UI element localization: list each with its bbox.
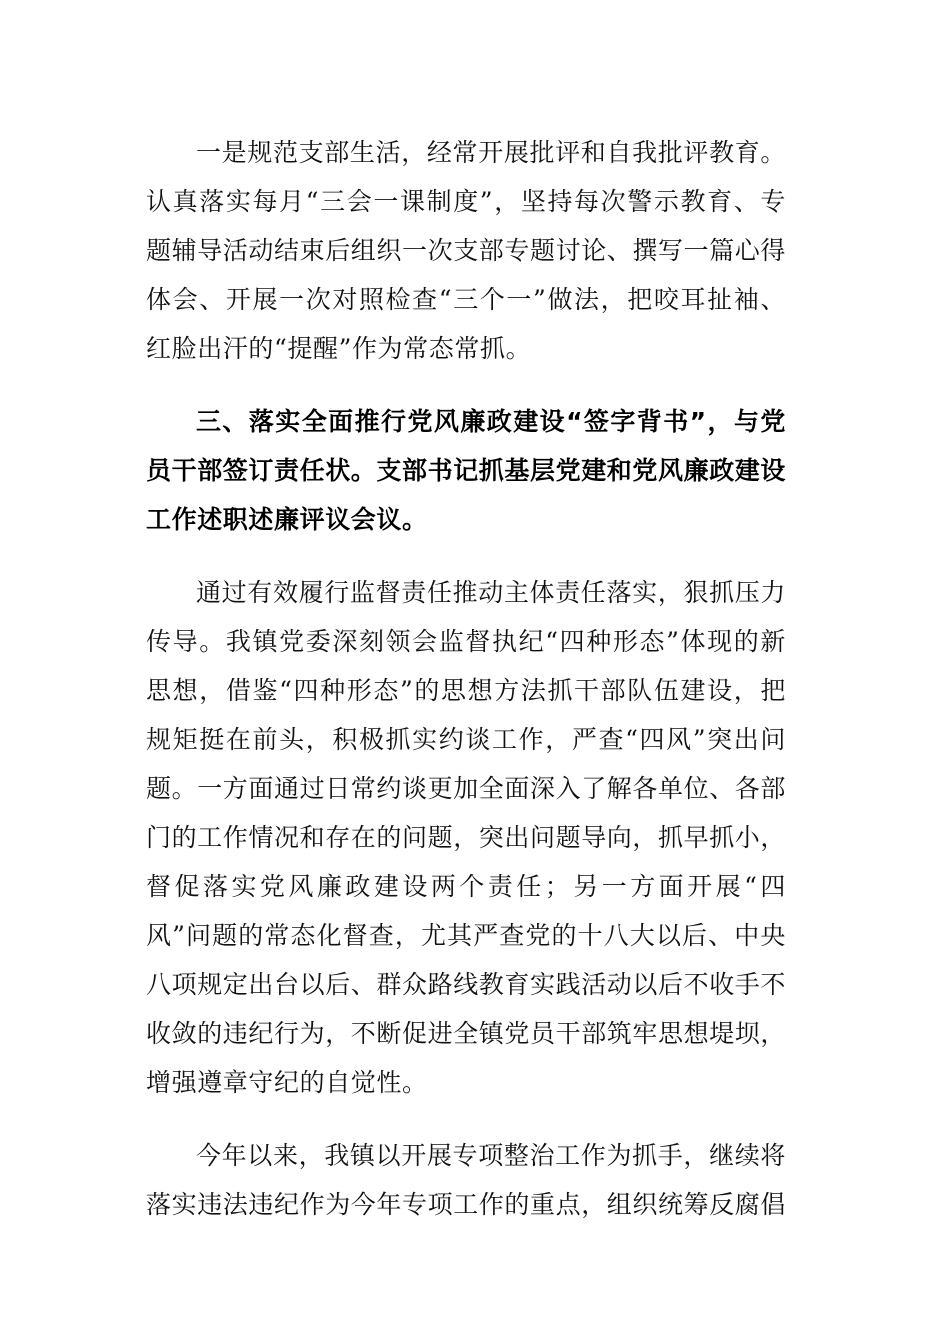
paragraph-branch-life: 一是规范支部生活，经常开展批评和自我批评教育。认真落实每月“三会一课制度”，坚持每次警示教育、专题辅导活动结束后组织一次支部专题讨论、撰写一篇心得体会、开展一次对照检查“三个一”做法，把咬耳扯袖、红脸出汗的“提醒”作为常态常抓。 <box>146 138 787 363</box>
section-heading-three: 三、落实全面推行党风廉政建设“签字背书”，与党员干部签订责任状。支部书记抓基层党建和党风廉政建设工作述职述廉评议会议。 <box>146 407 787 534</box>
paragraph-supervision: 通过有效履行监督责任推动主体责任落实，狠抓压力传导。我镇党委深刻领会监督执纪“四种形态”体现的新思想，借鉴“四种形态”的思想方法抓干部队伍建设，把规矩挺在前头，积极抓实约谈工作，严查“四风”突出问题。一方面通过日常约谈更加全面深入了解各单位、各部门的工作情况和存在的问题，突出问题导向，抓早抓小，督促落实党风廉政建设两个责任；另一方面开展“四风”问题的常态化督查，尤其严查党的十八大以后、中央八项规定出台以后、群众路线教育实践活动以后不收手不收敛的违纪行为，不断促进全镇党员干部筑牢思想堤坝，增强遵章守纪的自觉性。 <box>146 578 787 1097</box>
paragraph-this-year: 今年以来，我镇以开展专项整治工作为抓手，继续将落实违法违纪作为今年专项工作的重点，组织统筹反腐倡 <box>146 1141 787 1219</box>
document-page <box>146 128 786 1229</box>
